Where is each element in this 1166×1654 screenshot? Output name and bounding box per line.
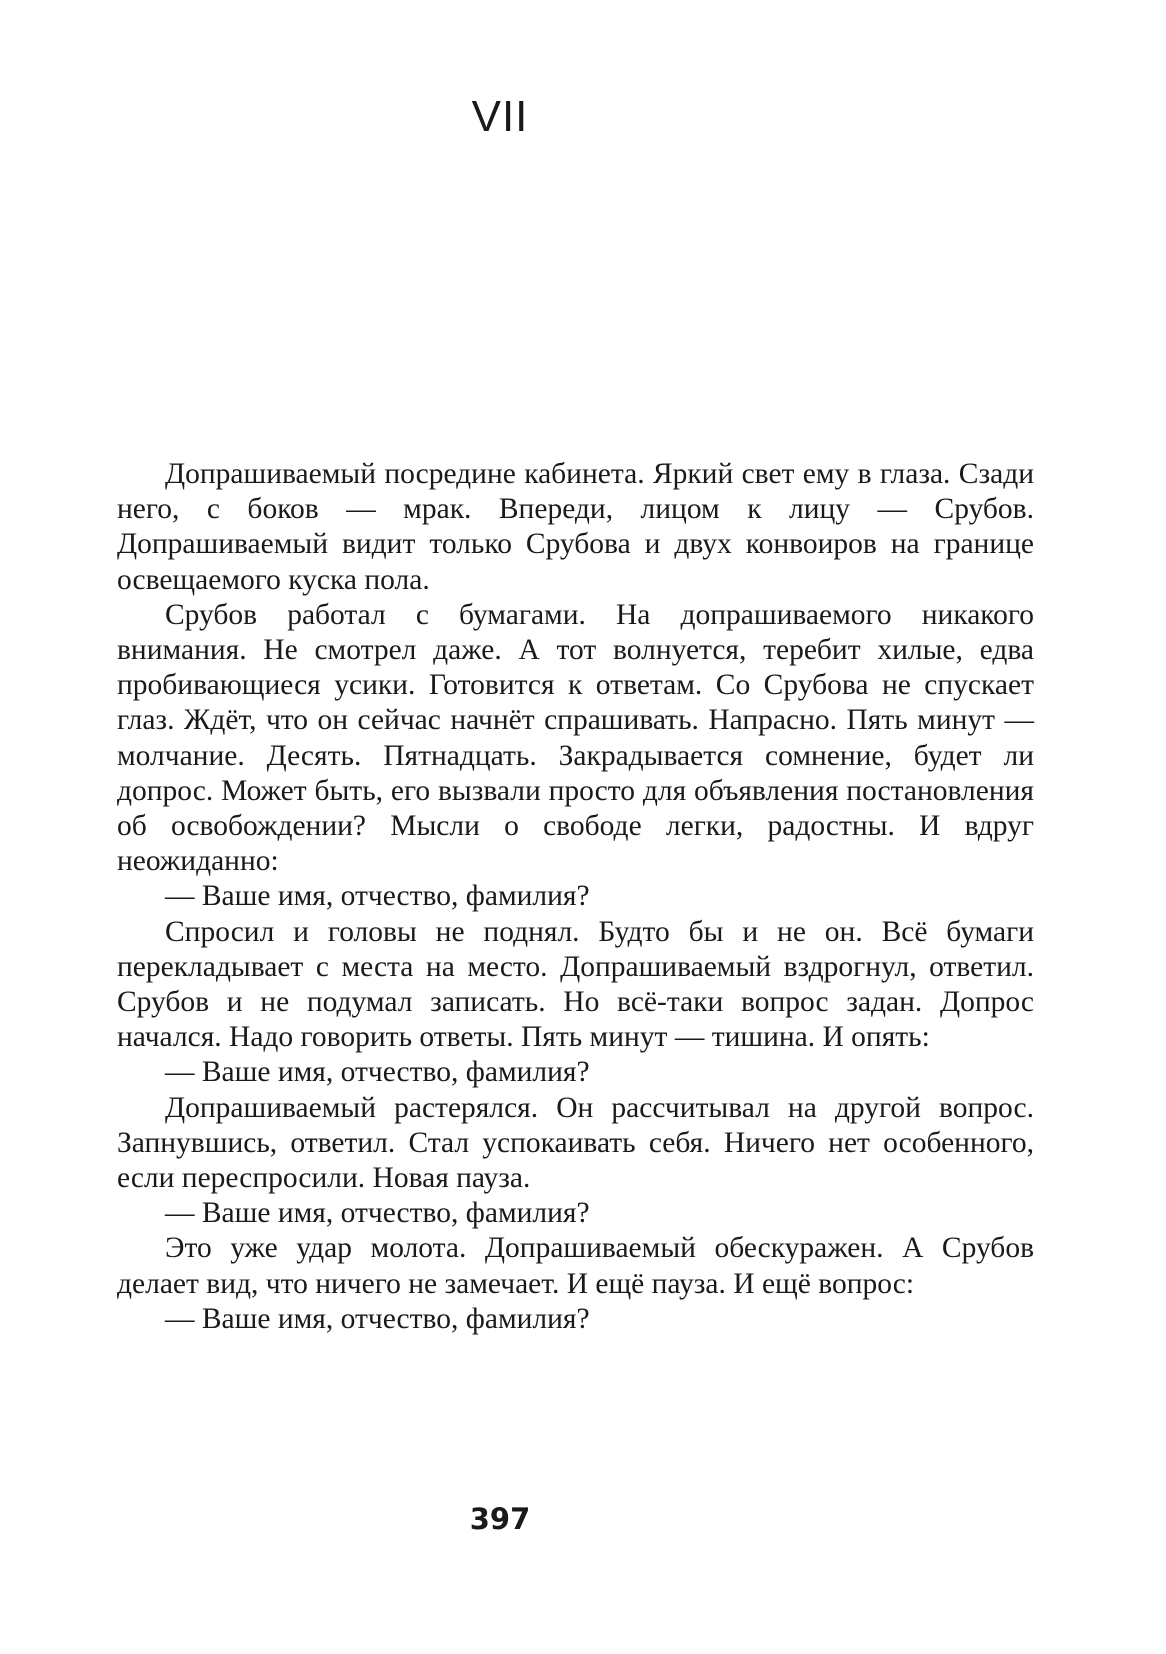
- paragraph: Допрашиваемый посредине кабинета. Яркий свет ему в глаза. Сзади него, с боков — мрак. Впереди, лицом к лицу — Срубов. Допрашиваемый видит только Срубова и двух конвоиров на границе освещаемого куска пола.: [117, 458, 1034, 596]
- text-body: [117, 457, 1034, 1337]
- paragraph: Срубов работал с бумагами. На допрашиваемого никакого внимания. Не смотрел даже. А тот волнуется, теребит хилые, едва пробивающиеся усики. Готовится к ответам. Со Срубова не спускает глаз. Ждёт, что он сейчас начнёт спрашивать. Напрасно. Пять минут — молчание. Десять. Пятнадцать. Закрадывается сомнение, будет ли допрос. Может быть, его вызвали просто для объявления постановления об освобождении? Мысли о свободе легки, радостны. И вдруг неожиданно:: [117, 598, 1034, 878]
- paragraph: Допрашиваемый растерялся. Он рассчитывал на другой вопрос. Запнувшись, ответил. Стал успокаивать себя. Ничего нет особенного, если переспросили. Новая пауза.: [117, 1091, 1034, 1195]
- dialogue-line: — Ваше имя, отчество, фамилия?: [165, 1056, 590, 1089]
- page-number: 397: [469, 1502, 531, 1536]
- chapter-number: VII: [471, 92, 529, 141]
- dialogue-line: — Ваше имя, отчество, фамилия?: [165, 880, 590, 913]
- dialogue-line: — Ваше имя, отчество, фамилия?: [165, 1302, 590, 1335]
- dialogue-line: — Ваше имя, отчество, фамилия?: [165, 1197, 590, 1230]
- paragraph: Спросил и головы не поднял. Будто бы и не он. Всё бумаги перекладывает с места на место. Допрашиваемый вздрогнул, ответил. Срубов и не подумал записать. Но всё-таки вопрос задан. Допрос начался. Надо говорить ответы. Пять минут — тишина. И опять:: [117, 915, 1034, 1054]
- paragraph: Это уже удар молота. Допрашиваемый обескуражен. А Срубов делает вид, что ничего не замечает. И ещё пауза. И ещё вопрос:: [117, 1232, 1034, 1300]
